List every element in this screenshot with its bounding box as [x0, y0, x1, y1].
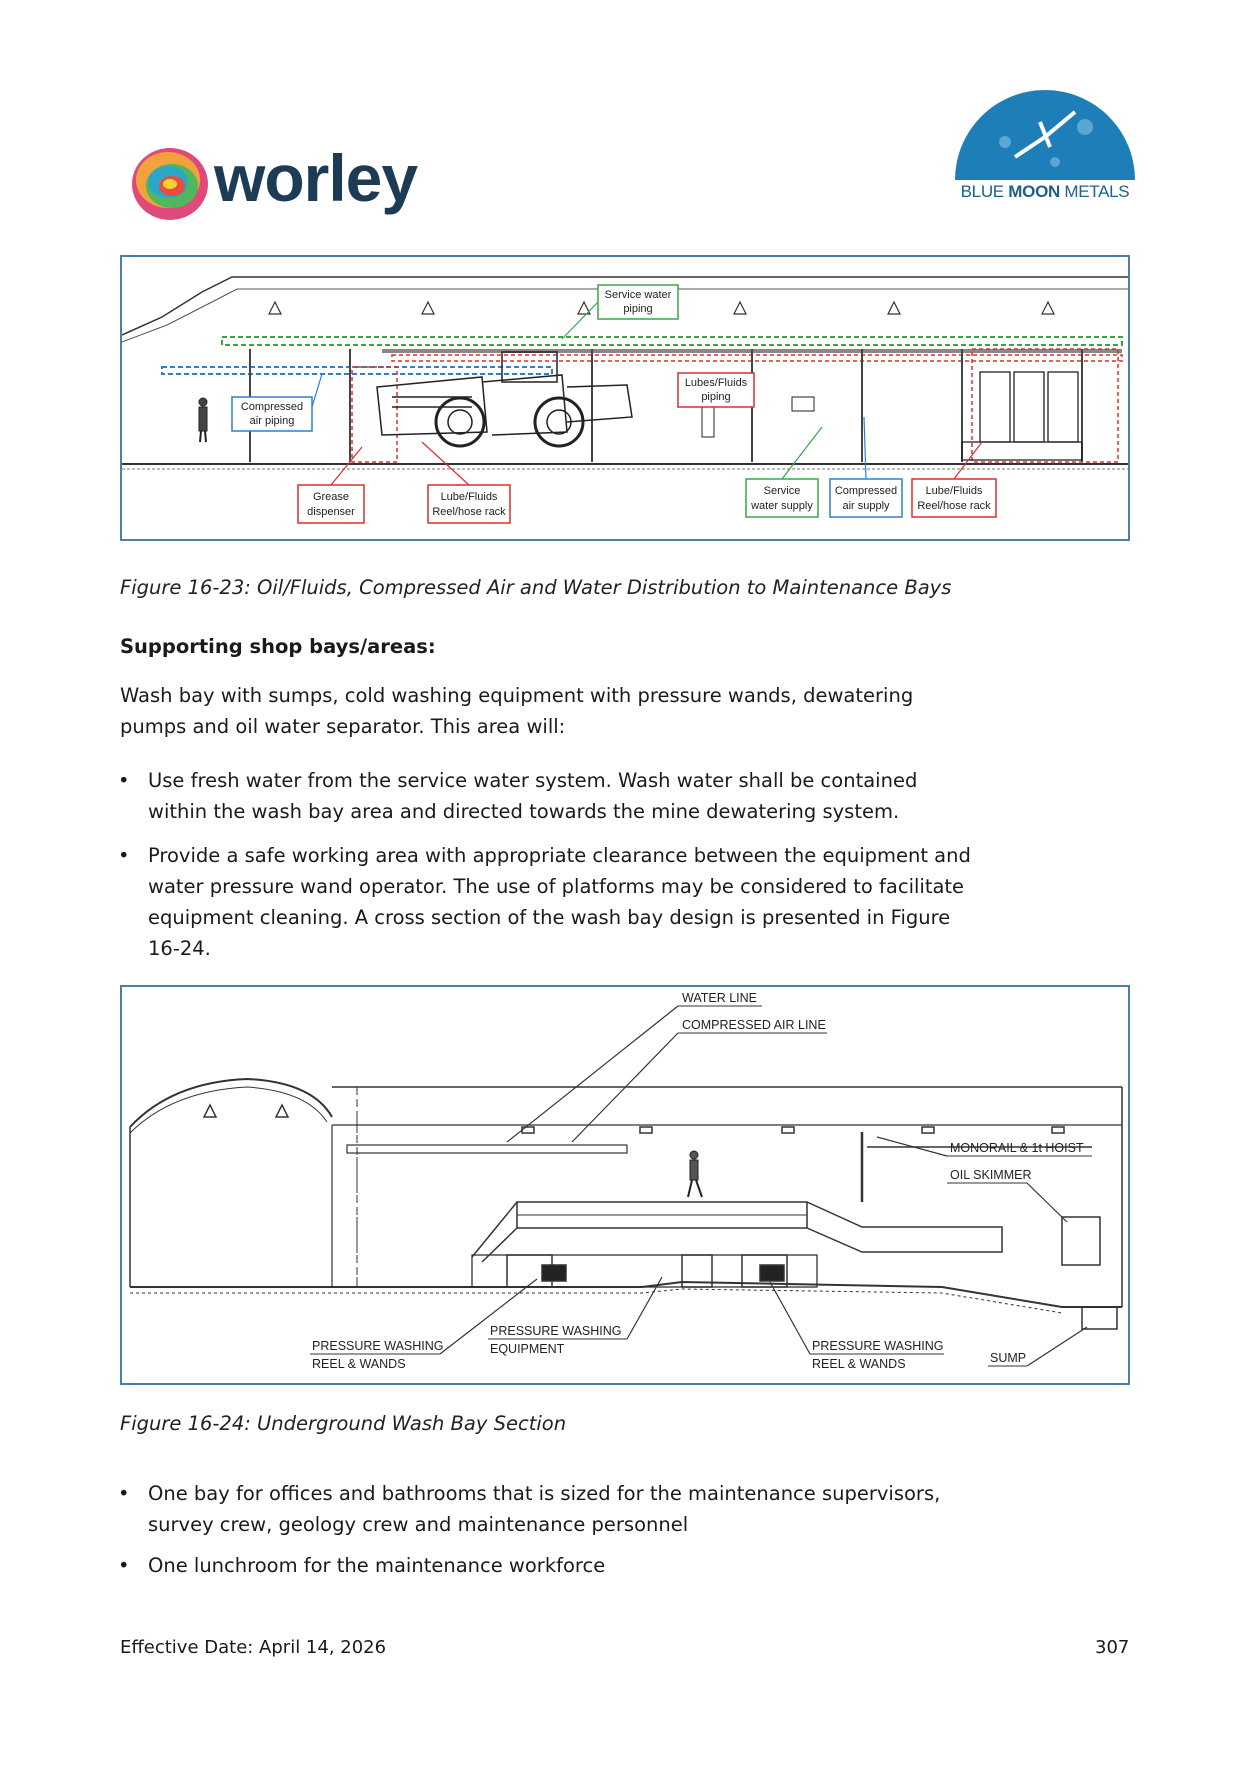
bullet-icon: • — [118, 1554, 130, 1577]
label-pw-equipment-1: PRESSURE WASHING — [490, 1324, 622, 1338]
label-lubes-fluids-piping-1: Lubes/Fluids — [684, 377, 748, 389]
label-compressed-air-supply-2: air supply — [842, 500, 890, 512]
figure-16-24-caption: Figure 16-24: Underground Wash Bay Section — [120, 1412, 567, 1435]
label-water-line: WATER LINE — [682, 991, 758, 1005]
label-sump: SUMP — [990, 1351, 1027, 1365]
figure-16-23-drawing — [120, 255, 1130, 541]
label-pw-reel-left-2: REEL & WANDS — [312, 1357, 406, 1371]
label-monorail: MONORAIL & 1t HOIST — [950, 1141, 1084, 1155]
label-service-water-piping-1: Service water — [604, 289, 672, 301]
maintenance-bay-section-drawing — [122, 257, 1128, 539]
label-lube-reel-left-1: Lube/Fluids — [440, 491, 498, 503]
blue-moon-metals-logo — [945, 82, 1145, 212]
label-pw-equipment-2: EQUIPMENT — [490, 1342, 565, 1356]
compressed-air-pipe — [162, 367, 552, 374]
list-item: • Provide a safe working area with appropriate clearance between the equipment and water pressure wand operator. The use of platforms may be considered to facilitate equipment cleaning. A cross section of the wash bay design is presented in Figure 16-24. — [118, 840, 1128, 964]
figure-16-24-drawing — [120, 985, 1130, 1385]
bullet-icon: • — [118, 1482, 130, 1505]
label-lubes-fluids-piping-2: piping — [701, 391, 731, 403]
label-service-water-piping-2: piping — [623, 303, 653, 315]
label-compressed-air-supply-1: Compressed — [834, 485, 898, 497]
label-compressed-air-line: COMPRESSED AIR LINE — [682, 1018, 826, 1032]
worker-figure — [688, 1151, 702, 1197]
worley-swirl-icon — [128, 142, 212, 226]
label-lube-reel-left-2: Reel/hose rack — [432, 506, 506, 518]
list-item: • Use fresh water from the service water system. Wash water shall be contained within the wash bay area and directed towards the mine dewatering system. — [118, 765, 1128, 827]
list-item: • One lunchroom for the maintenance workforce — [118, 1550, 1128, 1581]
bullet-icon: • — [118, 769, 130, 792]
label-compressed-air-piping-2: air piping — [249, 415, 295, 427]
moon-icon — [945, 82, 1145, 182]
worley-wordmark: worley — [214, 141, 418, 215]
label-compressed-air-piping-1: Compressed — [240, 401, 304, 413]
footer-effective-date: Effective Date: April 14, 2026 — [120, 1637, 387, 1658]
bullet-icon: • — [118, 844, 130, 867]
worley-logo — [128, 140, 458, 230]
list-item: • One bay for offices and bathrooms that is sized for the maintenance supervisors, survey crew, geology crew and maintenance personnel — [118, 1478, 1128, 1540]
figure-16-23-caption: Figure 16-23: Oil/Fluids, Compressed Air and Water Distribution to Maintenance Bays — [120, 576, 952, 599]
service-water-pipe — [222, 337, 1122, 345]
footer-page-number: 307 — [1095, 1637, 1130, 1658]
blue-moon-metals-wordmark: BLUE MOON METALS — [960, 182, 1130, 201]
wash-bay-section-drawing — [122, 987, 1128, 1383]
section-intro — [120, 680, 1130, 742]
label-lube-reel-right-1: Lube/Fluids — [925, 485, 983, 497]
label-grease-dispenser-2: dispenser — [307, 506, 355, 518]
loader-vehicle — [377, 352, 632, 446]
label-pw-reel-left-1: PRESSURE WASHING — [312, 1339, 444, 1353]
intro-line-2: pumps and oil water separator. This area will: — [120, 715, 566, 738]
label-grease-dispenser-1: Grease — [312, 491, 350, 503]
label-service-water-supply-1: Service — [763, 485, 801, 497]
section-heading: Supporting shop bays/areas: — [120, 635, 436, 658]
label-service-water-supply-2: water supply — [751, 500, 813, 512]
label-pw-reel-right-2: REEL & WANDS — [812, 1357, 906, 1371]
intro-line-1: Wash bay with sumps, cold washing equipment with pressure wands, dewatering — [120, 684, 914, 707]
label-pw-reel-right-1: PRESSURE WASHING — [812, 1339, 944, 1353]
label-oil-skimmer: OIL SKIMMER — [950, 1168, 1032, 1182]
label-lube-reel-right-2: Reel/hose rack — [917, 500, 991, 512]
